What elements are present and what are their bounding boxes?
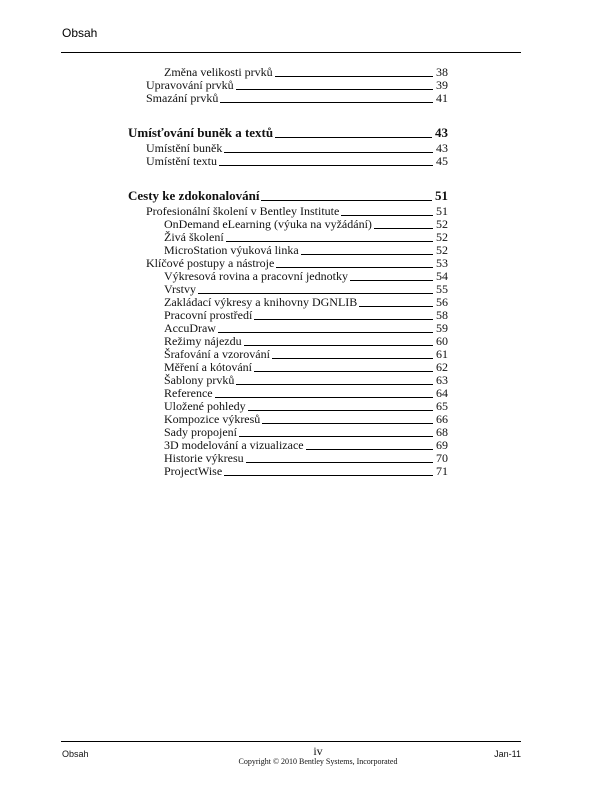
toc-entry-page: 58 xyxy=(436,308,448,322)
toc-leader-line xyxy=(244,344,433,346)
toc-entry-page: 43 xyxy=(436,141,448,155)
toc-entry-page: 69 xyxy=(436,438,448,452)
toc-entry xyxy=(146,92,448,105)
toc-entry-title: Reference xyxy=(164,386,213,400)
header-rule xyxy=(61,52,521,53)
toc-entry-page: 62 xyxy=(436,360,448,374)
toc-entry xyxy=(164,465,448,478)
toc-leader-line xyxy=(218,331,433,333)
toc-section-entry xyxy=(128,189,448,203)
toc-entry-title: AccuDraw xyxy=(164,321,216,335)
toc-entry-page: 68 xyxy=(436,425,448,439)
toc-entry-page: 51 xyxy=(436,204,448,218)
toc-entry-title: Historie výkresu xyxy=(164,451,244,465)
toc-leader-line xyxy=(254,370,433,372)
toc-entry-page: 52 xyxy=(436,230,448,244)
toc-entry-page: 70 xyxy=(436,451,448,465)
toc-leader-line xyxy=(374,227,433,229)
toc-entry-page: 63 xyxy=(436,373,448,387)
toc-leader-line xyxy=(272,357,433,359)
toc-entry-title: Profesionální školení v Bentley Institute xyxy=(146,204,340,218)
toc-leader-line xyxy=(248,409,433,411)
toc-leader-line xyxy=(224,151,433,153)
toc-entry-title: Šrafování a vzorování xyxy=(164,347,270,361)
toc-entry-title: Režimy nájezdu xyxy=(164,334,242,348)
toc-entry-page: 59 xyxy=(436,321,448,335)
toc-leader-line xyxy=(301,253,433,255)
toc-leader-line xyxy=(359,305,433,307)
toc-leader-line xyxy=(239,435,433,437)
toc-entry-title: Výkresová rovina a pracovní jednotky xyxy=(164,269,348,283)
toc-leader-line xyxy=(198,292,433,294)
toc-entry-title: Zakládací výkresy a knihovny DGNLIB xyxy=(164,295,358,309)
toc-leader-line xyxy=(236,88,433,90)
toc-entry-page: 43 xyxy=(435,125,448,140)
toc-entry-title: Šablony prvků xyxy=(164,373,235,387)
toc-leader-line xyxy=(350,279,433,281)
toc-entry-title: Smazání prvků xyxy=(146,91,219,105)
toc-entry-title: Klíčové postupy a nástroje xyxy=(146,256,275,270)
toc-entry-title: Sady propojení xyxy=(164,425,237,439)
toc-entry-page: 52 xyxy=(436,217,448,231)
toc-leader-line xyxy=(275,75,433,77)
toc-leader-line xyxy=(219,164,433,166)
footer-copyright: Copyright © 2010 Bentley Systems, Incorporated xyxy=(238,757,398,766)
toc-entry-page: 51 xyxy=(435,188,448,203)
toc-entry-page: 64 xyxy=(436,386,448,400)
toc-entry-page: 52 xyxy=(436,243,448,257)
toc-entry-title: Cesty ke zdokonalování xyxy=(128,188,260,203)
toc-entry-title: Umísťování buněk a textů xyxy=(128,125,274,140)
footer-date: Jan-11 xyxy=(494,749,521,759)
toc-entry-title: Upravování prvků xyxy=(146,78,234,92)
toc-entry-page: 41 xyxy=(436,91,448,105)
toc-entry-page: 60 xyxy=(436,334,448,348)
page-header-title: Obsah xyxy=(62,26,98,40)
toc-leader-line xyxy=(262,422,433,424)
toc-entry-page: 38 xyxy=(436,65,448,79)
toc-entry-page: 45 xyxy=(436,154,448,168)
toc-leader-line xyxy=(306,448,433,450)
toc-leader-line xyxy=(226,240,433,242)
toc-entry-page: 66 xyxy=(436,412,448,426)
toc-entry-title: 3D modelování a vizualizace xyxy=(164,438,304,452)
toc-entry-title: Pracovní prostředí xyxy=(164,308,253,322)
toc-entry-page: 55 xyxy=(436,282,448,296)
toc-entry xyxy=(164,270,448,283)
footer-section-label: Obsah xyxy=(62,749,89,759)
toc-leader-line xyxy=(254,318,433,320)
toc-leader-line xyxy=(275,136,432,138)
toc-section-entry xyxy=(128,126,448,140)
toc-leader-line xyxy=(236,383,433,385)
toc-entry-page: 54 xyxy=(436,269,448,283)
toc-entry-title: MicroStation výuková linka xyxy=(164,243,299,257)
toc-entry-title: Kompozice výkresů xyxy=(164,412,261,426)
toc-entry-page: 71 xyxy=(436,464,448,478)
toc-entry-page: 65 xyxy=(436,399,448,413)
toc-entry-title: Vrstvy xyxy=(164,282,196,296)
toc-entry-title: Uložené pohledy xyxy=(164,399,246,413)
toc-entry-title: Umístění buněk xyxy=(146,141,223,155)
footer-page-number: iv xyxy=(313,744,323,758)
toc-leader-line xyxy=(341,214,433,216)
toc-entry-title: OnDemand eLearning (výuka na vyžádání) xyxy=(164,217,372,231)
toc-leader-line xyxy=(276,266,433,268)
toc-entry-title: Umístění textu xyxy=(146,154,217,168)
toc-leader-line xyxy=(246,461,433,463)
toc-entry-title: Živá školení xyxy=(164,230,224,244)
toc-entry-title: Změna velikosti prvků xyxy=(164,65,273,79)
toc-leader-line xyxy=(215,396,433,398)
toc-entry-title: ProjectWise xyxy=(164,464,223,478)
toc-entry-title: Měření a kótování xyxy=(164,360,252,374)
toc-entry xyxy=(146,155,448,168)
toc-entry-page: 53 xyxy=(436,256,448,270)
toc-leader-line xyxy=(261,199,432,201)
toc-leader-line xyxy=(224,474,433,476)
toc-entry-page: 61 xyxy=(436,347,448,361)
footer-rule xyxy=(61,741,521,742)
toc-entry-page: 39 xyxy=(436,78,448,92)
toc-leader-line xyxy=(220,101,433,103)
toc-entry-page: 56 xyxy=(436,295,448,309)
